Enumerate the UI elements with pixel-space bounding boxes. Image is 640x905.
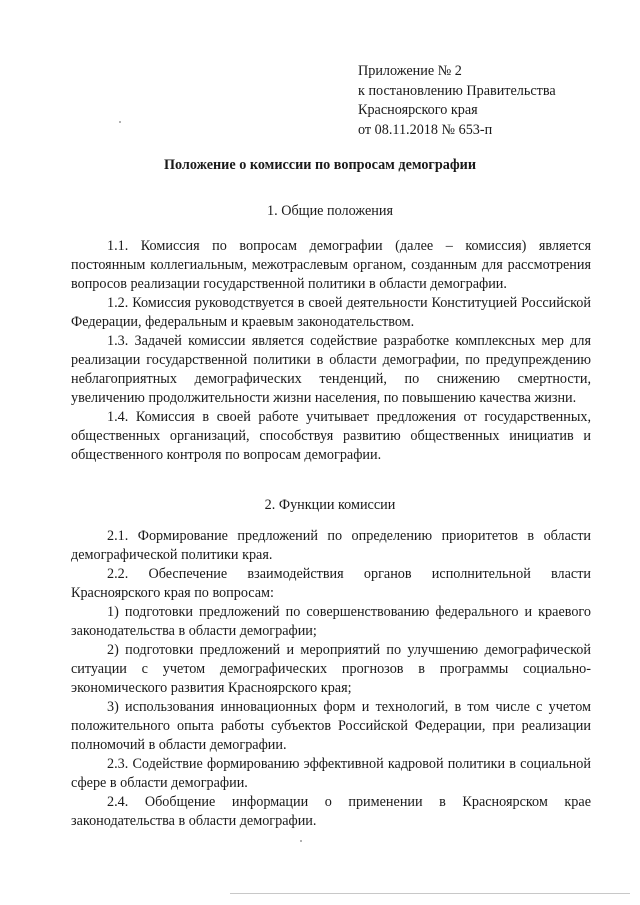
section-heading-general: 1. Общие положения — [267, 203, 393, 219]
section-heading-functions: 2. Функции комиссии — [264, 497, 396, 513]
paragraph-1-2: 1.2. Комиссия руководствуется в своей деятельности Конституцией Российской Федерации, федеральным и краевым законодательством. — [71, 295, 591, 330]
appendix-block — [358, 62, 556, 140]
scan-edge-line — [230, 893, 630, 894]
appendix-number: Приложение № 2 — [358, 63, 462, 79]
paragraph-2-1: 2.1. Формирование предложений по определению приоритетов в области демографической политики края. — [71, 528, 591, 563]
appendix-date: от 08.11.2018 № 653-п — [358, 121, 493, 138]
scan-speck — [300, 840, 302, 842]
scan-speck — [119, 121, 121, 123]
paragraph-1-4: 1.4. Комиссия в своей работе учитывает предложения от государственных, общественных организаций, способствуя развитию общественных инициатив и общественного контроля по вопросам демографии. — [71, 409, 591, 463]
paragraph-1-1: 1.1. Комиссия по вопросам демографии (далее – комиссия) является постоянным коллегиальным, межотраслевым органом, созданным для рассмотрения вопросов реализации государственной политики в области демографии. — [71, 238, 591, 292]
paragraph-2-2-item-2: 2) подготовки предложений и мероприятий по улучшению демографической ситуации с учетом демографических прогнозов в программы социально-экономического развития Красноярского края; — [71, 642, 591, 696]
paragraph-1-3: 1.3. Задачей комиссии является содействие разработке комплексных мер для реализации государственной политики в области демографии, по предупреждению неблагоприятных демографических тенденций, по снижению смертности, увеличению продолжительности жизни населения, по повышению качества жизни. — [71, 333, 591, 406]
paragraph-2-2: 2.2. Обеспечение взаимодействия органов исполнительной власти Красноярского края по вопросам: — [71, 566, 591, 601]
document-title: Положение о комиссии по вопросам демографии — [163, 157, 477, 173]
paragraph-2-3: 2.3. Содействие формированию эффективной кадровой политики в социальной сфере в области демографии. — [71, 756, 591, 791]
section-general-body — [71, 237, 591, 465]
appendix-region: Красноярского края — [358, 102, 478, 118]
appendix-resolution: к постановлению Правительства — [358, 82, 556, 99]
paragraph-2-2-item-1: 1) подготовки предложений по совершенствованию федерального и краевого законодательства в области демографии; — [71, 604, 591, 639]
paragraph-2-2-item-3: 3) использования инновационных форм и технологий, в том числе с учетом положительного опыта работы субъектов Российской Федерации, при реализации полномочий в области демографии. — [71, 699, 591, 753]
paragraph-2-4: 2.4. Обобщение информации о применении в Красноярском крае законодательства в области демографии. — [71, 794, 591, 829]
section-functions-body — [71, 527, 591, 831]
